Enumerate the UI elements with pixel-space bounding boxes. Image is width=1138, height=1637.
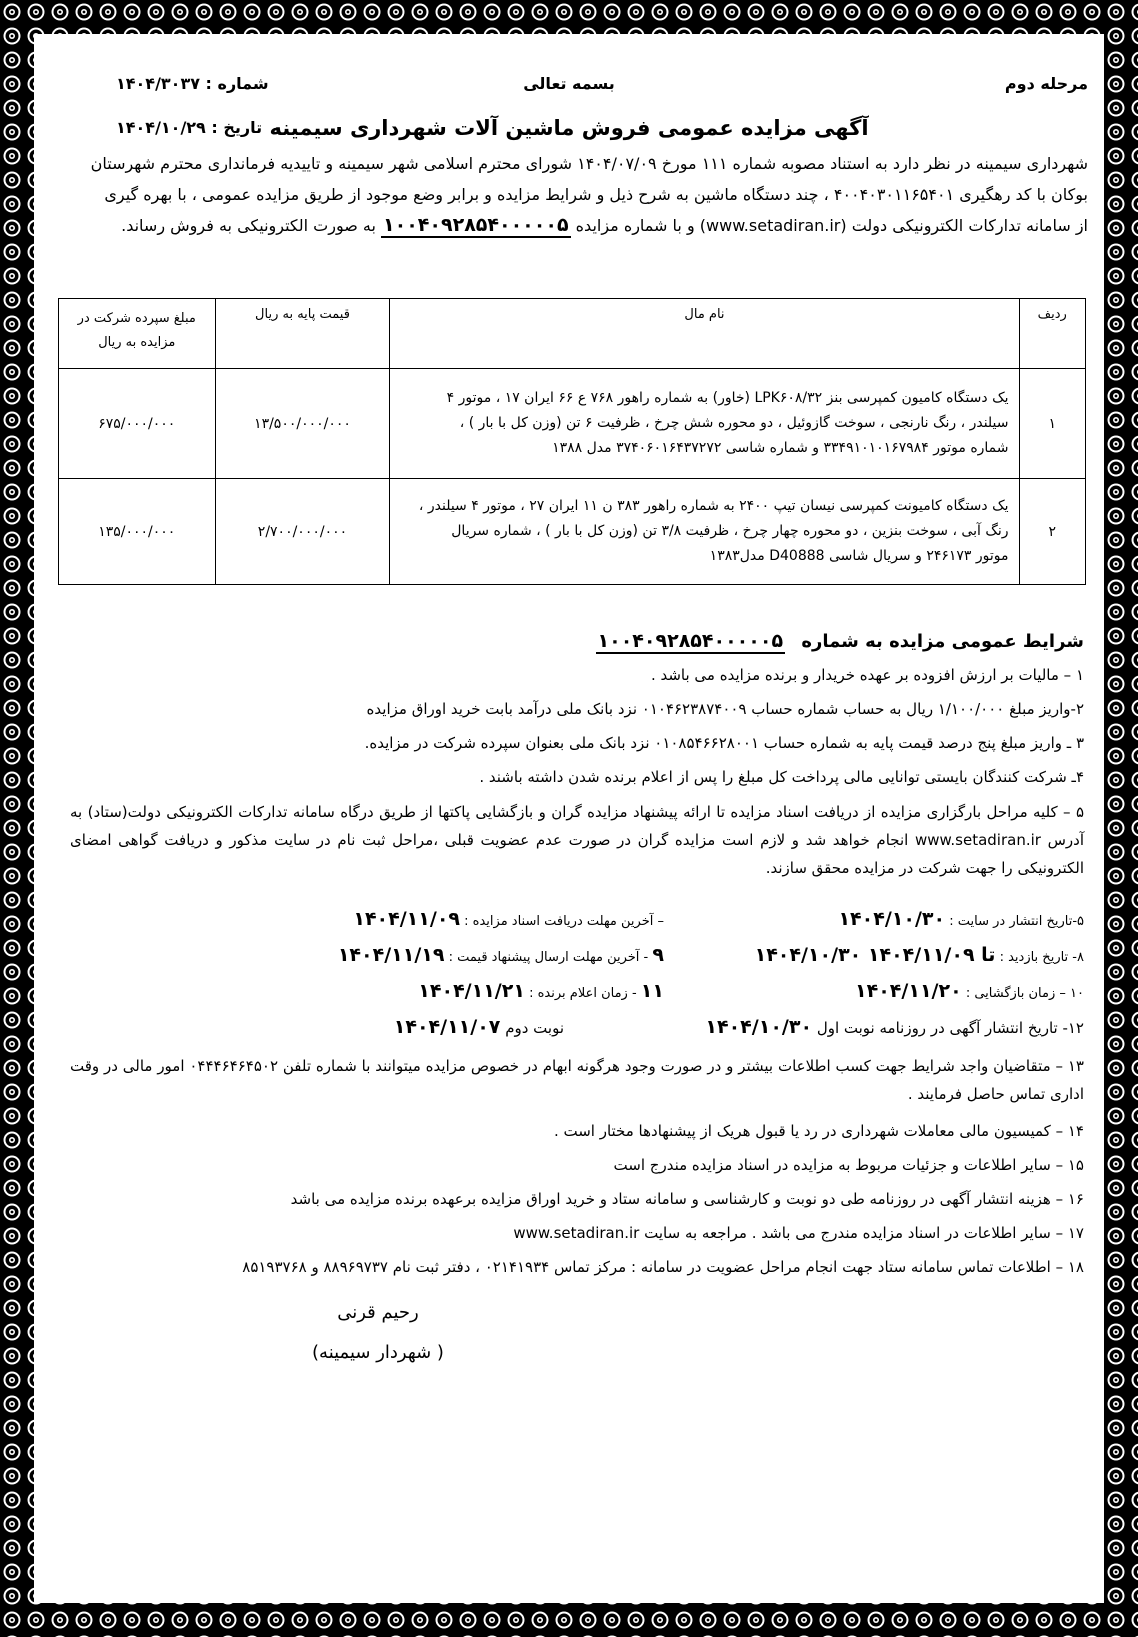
offer-value: ۱۴۰۴/۱۱/۱۹ [337,944,445,966]
opening-label: ۱۰ – زمان بازگشایی : [965,986,1084,1001]
item-line: سیلندر ، رنگ نارنجی ، سوخت گازوئیل ، دو محوره شش چرخ ، ظرفیت ۶ تن (وزن کل با بار ) ، [459,415,1009,431]
docs-label: – آخرین مهلت دریافت اسناد مزایده : [464,914,664,929]
intro-line-1: شهرداری سیمینه در نظر دارد به استناد مصوبه شماره ۱۱۱ مورخ ۱۴۰۴/۰۷/۰۹ شورای محترم اسلامی شهر سیمینه و تاییدیه فرمانداری محترم شهرستان [90,154,1088,173]
table-row [59,369,1086,479]
condition-3: ۳ ـ واریز مبلغ پنج درصد قیمت پایه به شماره حساب ۰۱۰۸۵۴۶۶۲۸۰۰۱ نزد بانک ملی بعنوان سپرده شرکت در مزایده. [364,734,1084,752]
signer-name: رحیم قرنی [337,1302,419,1323]
intro-paragraph [72,148,1088,241]
docs-deadline [353,908,664,930]
offer-label: - آخرین مهلت ارسال پیشنهاد قیمت : [448,950,649,965]
intro-line-2: بوکان با کد رهگیری ۴۰۰۴۰۳۰۱۱۶۵۴۰۱ ، چند دستگاه ماشین به شرح ذیل و شرایط مزایده و برابر وضع موجود از طریق مزایده عمومی ، با بهره گیری [104,185,1088,204]
condition-13: ۱۳ – متقاضیان واجد شرایط جهت کسب اطلاعات بیشتر و در صورت وجود هرگونه ابهام در خصوص مزایده میتوانند با شماره تلفن ۰۴۴۴۶۴۶۴۵۰۲ امور مالی در وقت اداری تماس حاصل فرمایند . [70,1057,1084,1103]
item-line: رنگ آبی ، سوخت بنزین ، دو محوره چهار چرخ ، ظرفیت ۳/۸ تن (وزن کل با بار ) ، شماره سریال [451,523,1009,539]
item-line: یک دستگاه کامیونت کمپرسی نیسان تیپ ۲۴۰۰ به شماره راهور ۳۸۳ ن ۱۱ ایران ۲۷ ، موتور ۴ سیلندر ، [418,498,1009,514]
conditions-title-text: شرایط عمومی مزایده به شماره [801,631,1084,652]
publish-label: ۵-تاریخ انتشار در سایت : [949,914,1084,929]
row-number: ۲ [1019,479,1085,585]
signer-role: ( شهردار سیمینه) [312,1342,444,1363]
col-row: ردیف [1019,299,1085,369]
item-line: شماره موتور ۳۳۴۹۱۰۱۰۱۶۷۹۸۴ و شماره شاسی ۳۷۴۰۶۰۱۶۴۳۷۲۷۲ مدل ۱۳۸۸ [552,440,1009,456]
docs-value: ۱۴۰۴/۱۱/۰۹ [353,908,461,930]
condition-18: ۱۸ – اطلاعات تماس سامانه ستاد جهت انجام مراحل عضویت در سامانه : مرکز تماس ۰۲۱۴۱۹۳۴ ، دفتر ثبت نام ۸۸۹۶۹۷۳۷ و ۸۵۱۹۳۷۶۸ [242,1258,1084,1276]
condition-1: ۱ – مالیات بر ارزش افزوده بر عهده خریدار و برنده مزایده می باشد . [650,666,1084,684]
deposit: ۱۳۵/۰۰۰/۰۰۰ [59,479,216,585]
dates-row-publish [70,908,1084,938]
col-name: نام مال [390,299,1019,369]
newspaper-first [705,1016,1084,1038]
condition-5: ۵ – کلیه مراحل بارگزاری مزایده از دریافت اسناد مزایده تا ارائه پیشنهاد مزایده گران و بازگشایی پاکتها از طریق درگاه سامانه تدارکات الکترونیکی دولت(ستاد) به آدرس www.setadiran.ir انجام خواهد شد و لازم است مزایده گران در صورت عدم عضویت قبلی ،مراحل ثبت نام در سایت مذکور و دریافت گواهی امضای الکترونیکی را جهت شرکت در مزایده محقق سازند. [70,803,1084,877]
visit-label: ۸- تاریخ بازدید : [999,950,1084,965]
items-table [58,298,1086,585]
item-description [390,479,1019,585]
base-price: ۲/۷۰۰/۰۰۰/۰۰۰ [215,479,390,585]
opening-value: ۱۴۰۴/۱۱/۲۰ [855,980,962,1002]
winner-number: ۱۱ [640,980,664,1002]
deposit: ۶۷۵/۰۰۰/۰۰۰ [59,369,216,479]
visit-date [755,944,1084,966]
conditions-lot-number: ۱۰۰۴۰۹۲۸۵۴۰۰۰۰۰۵ [597,630,784,652]
table-header-row [59,299,1086,369]
dates-row-visit [70,944,1084,974]
conditions-title [596,630,1084,652]
condition-4: ۴ـ شرکت کنندگان بایستی توانایی مالی پرداخت کل مبلغ را پس از اعلام برنده شدن داشته باشند . [479,768,1084,786]
intro-line-3 [72,210,1088,241]
item-description [390,369,1019,479]
item-line: موتور ۲۴۶۱۷۳ و سریال شاسی D40888 مدل۱۳۸۳ [709,548,1009,564]
newspaper-second-label: نوبت دوم [505,1019,564,1037]
condition-15: ۱۵ – سایر اطلاعات و جزئیات مربوط به مزایده در اسناد مزایده مندرج است [613,1156,1084,1174]
stage-label: مرحله دوم [1004,74,1088,93]
winner-date [418,980,664,1002]
number-label: شماره : ۱۴۰۴/۳۰۳۷ [116,74,269,93]
newspaper-second-value: ۱۴۰۴/۱۱/۰۷ [393,1016,501,1038]
opening-date [855,980,1084,1002]
item-line: یک دستگاه کامیون کمپرسی بنز LPK۶۰۸/۳۲ (خاور) به شماره راهور ۷۶۸ ع ۶۶ ایران ۱۷ ، موتور ۴ [446,390,1009,406]
winner-label: - زمان اعلام برنده : [529,986,637,1001]
visit-value: ۱۴۰۴/۱۰/۳۰ تا ۱۴۰۴/۱۱/۰۹ [754,944,996,966]
publish-value: ۱۴۰۴/۱۰/۳۰ [838,908,946,930]
bismillah: بسمه تعالی [523,74,615,93]
dates-row-newspaper [70,1016,1084,1046]
intro-line-3-a: از سامانه تدارکات الکترونیکی دولت (www.setadiran.ir) و با شماره مزایده [575,216,1088,235]
row-number: ۱ [1019,369,1085,479]
condition-17: ۱۷ – سایر اطلاعات در اسناد مزایده مندرج می باشد . مراجعه به سایت www.setadiran.ir [513,1224,1084,1242]
page-title: آگهی مزایده عمومی فروش ماشین آلات شهرداری سیمینه [269,116,869,140]
intro-line-3-b: به صورت الکترونیکی به فروش رساند. [121,216,376,235]
condition-14: ۱۴ – کمیسیون مالی معاملات شهرداری در رد یا قبول هریک از پیشنهادها مختار است . [553,1122,1084,1140]
publish-date [838,908,1084,930]
condition-16: ۱۶ – هزینه انتشار آگهی در روزنامه طی دو نوبت و کارشناسی و سامانه ستاد و خرید اوراق مزایده برعهده برنده مزایده می باشد [290,1190,1084,1208]
newspaper-second [394,1016,564,1038]
newspaper-label: ۱۲- تاریخ انتشار آگهی در روزنامه نوبت اول [816,1019,1084,1037]
col-deposit: مبلغ سپرده شرکت در مزایده به ریال [59,299,216,369]
base-price: ۱۳/۵۰۰/۰۰۰/۰۰۰ [215,369,390,479]
date-label: تاریخ : ۱۴۰۴/۱۰/۲۹ [116,118,263,137]
col-base-price: قیمت پایه به ریال [215,299,390,369]
lot-number: ۱۰۰۴۰۹۲۸۵۴۰۰۰۰۰۵ [383,214,569,236]
table-row [59,479,1086,585]
offer-number: ۹ [652,944,664,966]
winner-value: ۱۴۰۴/۱۱/۲۱ [418,980,525,1002]
condition-2: ۲-واریز مبلغ ۱/۱۰۰/۰۰۰ ریال به حساب شماره حساب ۰۱۰۴۶۲۳۸۷۴۰۰۹ نزد بانک ملی درآمد بابت خرید اوراق مزایده [366,700,1084,718]
newspaper-first-value: ۱۴۰۴/۱۰/۳۰ [705,1016,813,1038]
offer-deadline [338,944,664,966]
dates-row-open [70,980,1084,1010]
announcement [40,40,1098,1597]
